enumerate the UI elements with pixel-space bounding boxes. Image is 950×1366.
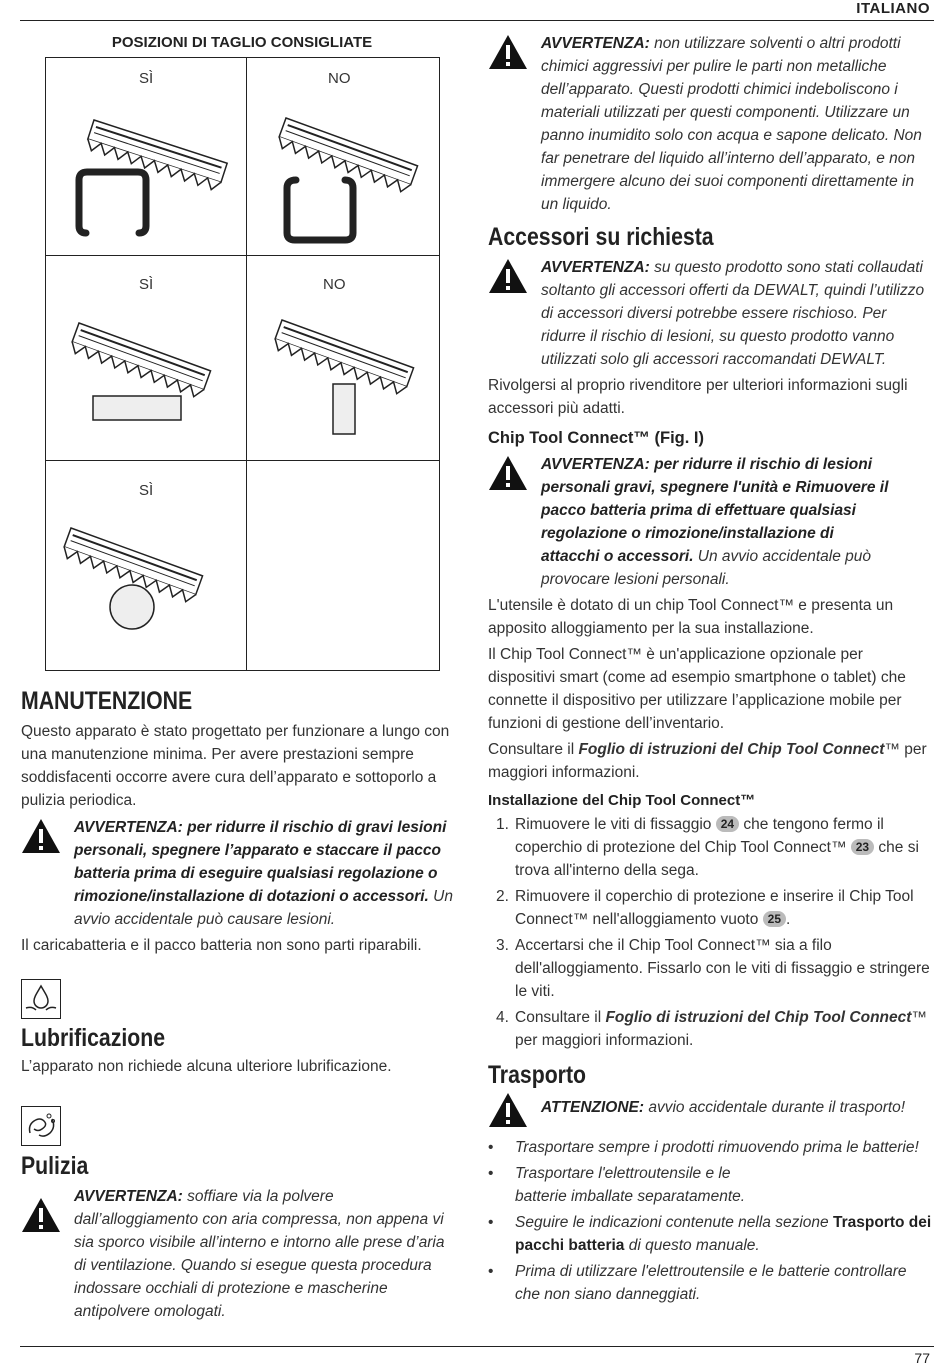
section-heading: Lubrificazione — [21, 1024, 166, 1052]
cell-label-no: NO — [323, 276, 346, 293]
maintenance-intro: Questo apparato è stato progettato per funzionare a lungo con una manutenzione minima. Per avere prestazioni sempre soddisfacenti occorre avere cura dell’apparato e sottoporlo a pulizia periodica. — [21, 723, 450, 809]
warning-bold: AVVERTENZA: — [541, 259, 650, 276]
round-bar-icon — [110, 585, 154, 629]
warning-text: soffiare via la polvere dall’alloggiamento con aria compressa, non appena vi sia sporco visibile all’interno e intorno alle prese d’aria di ventilazione. Quando si esegue questa procedura indossare occhiali di protezione e mascherine antipolvere omologati. — [74, 1188, 445, 1320]
subsection-heading: Installazione del Chip Tool Connect™ — [488, 792, 756, 809]
warning-triangle-icon — [21, 818, 61, 854]
list-item — [488, 885, 934, 931]
language-label: ITALIANO — [856, 0, 930, 17]
warning-bold: AVVERTENZA: — [74, 1188, 183, 1205]
accessories-text: Rivolgersi al proprio rivenditore per ulteriori informazioni sugli accessori più adatti. — [488, 377, 908, 417]
step-number: 4. — [496, 1009, 509, 1026]
list-item — [488, 1211, 934, 1257]
warning-block — [488, 453, 934, 591]
transport-section — [488, 1061, 934, 1309]
text-run: Rimuovere il coperchio di protezione e inserire il Chip Tool Connect™ nell'alloggiamento vuoto — [515, 888, 914, 928]
figure-title: POSIZIONI DI TAGLIO CONSIGLIATE — [111, 34, 373, 51]
text-run: Rimuovere le viti di fissaggio — [515, 816, 716, 833]
section-heading: Pulizia — [21, 1152, 89, 1180]
list-item — [488, 1006, 934, 1052]
section-heading: Chip Tool Connect™ (Fig. I) — [488, 429, 704, 447]
caution-text: avvio accidentale durante il trasporto! — [644, 1099, 906, 1116]
footer-rule — [20, 1346, 934, 1347]
warning-triangle-icon — [488, 34, 528, 70]
text-run: di questo manuale. — [624, 1237, 760, 1254]
warning-bold: AVVERTENZA: per ridurre il rischio di lesioni personali gravi, spegnere l'unità e Rimuovere il pacco batteria prima di effettuare qualsiasi regolazione o rimozione/installazione di attacchi o accessori. — [541, 456, 889, 565]
cell-label-yes: SÌ — [139, 276, 154, 293]
chip-paragraph: L'utensile è dotato di un chip Tool Connect™ e presenta un apposito alloggiamento per la sua installazione. — [488, 597, 894, 637]
text-run: Accertarsi che il Chip Tool Connect™ sia a filo dell'alloggiamento. Fissarlo con le viti di fissaggio e stringere le viti. — [515, 937, 930, 1000]
oil-drop-icon — [21, 979, 61, 1019]
cell-label-no: NO — [328, 70, 351, 87]
list-item — [488, 813, 934, 882]
warning-block — [21, 1185, 456, 1323]
text-run: Seguire le indicazioni contenute nella sezione — [515, 1214, 833, 1231]
text-run: che si trova all'interno della sega. — [515, 839, 919, 879]
text-run: ™ per maggiori informazioni. — [515, 1009, 927, 1049]
text-run: ™ per maggiori informazioni. — [488, 741, 927, 781]
hands-cleaning-icon — [21, 1106, 61, 1146]
caution-bold: ATTENZIONE: — [541, 1099, 645, 1116]
cleaning-warning-2 — [488, 32, 934, 216]
page-number: 77 — [914, 1350, 930, 1366]
cell-label-yes: SÌ — [139, 482, 154, 499]
accessories-section — [488, 223, 934, 420]
header-rule — [20, 20, 934, 21]
cell-label-yes: SÌ — [139, 70, 154, 87]
warning-text: Un avvio accidentale può causare lesioni. — [74, 888, 453, 928]
text-run: Consultare il — [515, 1009, 606, 1026]
saw-blade-icon — [85, 120, 227, 192]
text-run: Trasporto dei pacchi batteria — [515, 1214, 932, 1254]
saw-blade-icon — [69, 323, 211, 399]
callout-badge: 25 — [763, 911, 786, 927]
warning-block — [21, 816, 461, 931]
warning-block — [488, 32, 934, 216]
lubrication-text: L’apparato non richiede alcuna ulteriore lubrificazione. — [21, 1058, 392, 1075]
list-item: • Trasportare l'elettroutensile e le batterie imballate separatamente. — [488, 1162, 934, 1208]
maintenance-note: Il caricabatteria e il pacco batteria non sono parti riparabili. — [21, 937, 422, 954]
text-run: che tengono fermo il coperchio di protezione del Chip Tool Connect™ — [515, 816, 884, 856]
callout-badge: 23 — [851, 839, 874, 855]
installation-steps — [488, 813, 934, 1052]
warning-text: su questo prodotto sono stati collaudati soltanto gli accessori offerti da DEWALT, quindi l’utilizzo di accessori diversi potrebbe essere rischioso. Per ridurre il rischio di lesioni, su questo prodotto vanno utilizzati solo gli accessori raccomandati DEWALT. — [541, 259, 925, 368]
section-heading: Trasporto — [488, 1061, 587, 1089]
warning-text: Un avvio accidentale può provocare lesioni personali. — [541, 548, 872, 588]
step-number: 2. — [496, 888, 509, 905]
warning-triangle-icon — [488, 258, 528, 294]
warning-triangle-icon — [488, 455, 528, 491]
lubrication-section — [21, 1024, 461, 1078]
warning-bold: AVVERTENZA: — [541, 35, 650, 52]
warning-triangle-icon — [21, 1197, 61, 1233]
list-item: • Prima di utilizzare l'elettroutensile e le batterie controllare che non siano danneggiati. — [488, 1260, 934, 1306]
warning-block — [488, 256, 934, 371]
doc-title: Foglio di istruzioni del Chip Tool Connect — [605, 1009, 912, 1026]
caution-block — [488, 1096, 934, 1134]
cutting-positions-grid — [45, 57, 440, 671]
warning-triangle-icon — [488, 1092, 528, 1128]
callout-badge: 24 — [716, 816, 739, 832]
warning-bold: AVVERTENZA: per ridurre il rischio di gravi lesioni personali, spegnere l’apparato e staccare il pacco batteria prima di eseguire qualsiasi regolazione o rimozione/installazione di dotazioni o accessori. — [74, 819, 447, 905]
section-heading: MANUTENZIONE — [21, 687, 193, 715]
channel-profile-icon — [79, 172, 146, 233]
maintenance-section — [21, 687, 461, 957]
list-item: • Trasportare sempre i prodotti rimuovendo prima le batterie! — [488, 1136, 934, 1159]
step-number: 1. — [496, 816, 509, 833]
chip-section — [488, 429, 934, 1055]
doc-title: Foglio di istruzioni del Chip Tool Connect — [578, 741, 885, 758]
flat-bar-icon — [93, 396, 181, 420]
transport-list — [488, 1136, 934, 1306]
section-heading: Accessori su richiesta — [488, 223, 714, 251]
step-number: 3. — [496, 937, 509, 954]
cleaning-section — [21, 1152, 456, 1323]
text-run: Consultare il — [488, 741, 579, 758]
chip-paragraph: Il Chip Tool Connect™ è un'applicazione opzionale per dispositivi smart (come ad esempio smartphone o tablet) che connette il dispositivo per utilizzare l’applicazione mobile per funzioni di gestione dell’inventario. — [488, 646, 906, 732]
text-run: . — [786, 911, 791, 928]
upright-bar-icon — [333, 384, 355, 434]
chip-paragraph — [488, 738, 934, 784]
warning-text: non utilizzare solventi o altri prodotti chimici aggressivi per pulire le parti non metalliche dell’apparato. Questi prodotti chimici indeboliscono i materiali utilizzati per questi componenti. Utilizzare un panno inumidito solo con acqua e sapone delicato. Non far penetrare del liquido all’interno dell’apparato, e non immergere alcuno dei suoi componenti direttamente in un liquido. — [541, 35, 922, 213]
cutting-illustrations — [46, 58, 439, 670]
list-item — [488, 934, 934, 1003]
channel-profile-icon — [287, 180, 353, 240]
